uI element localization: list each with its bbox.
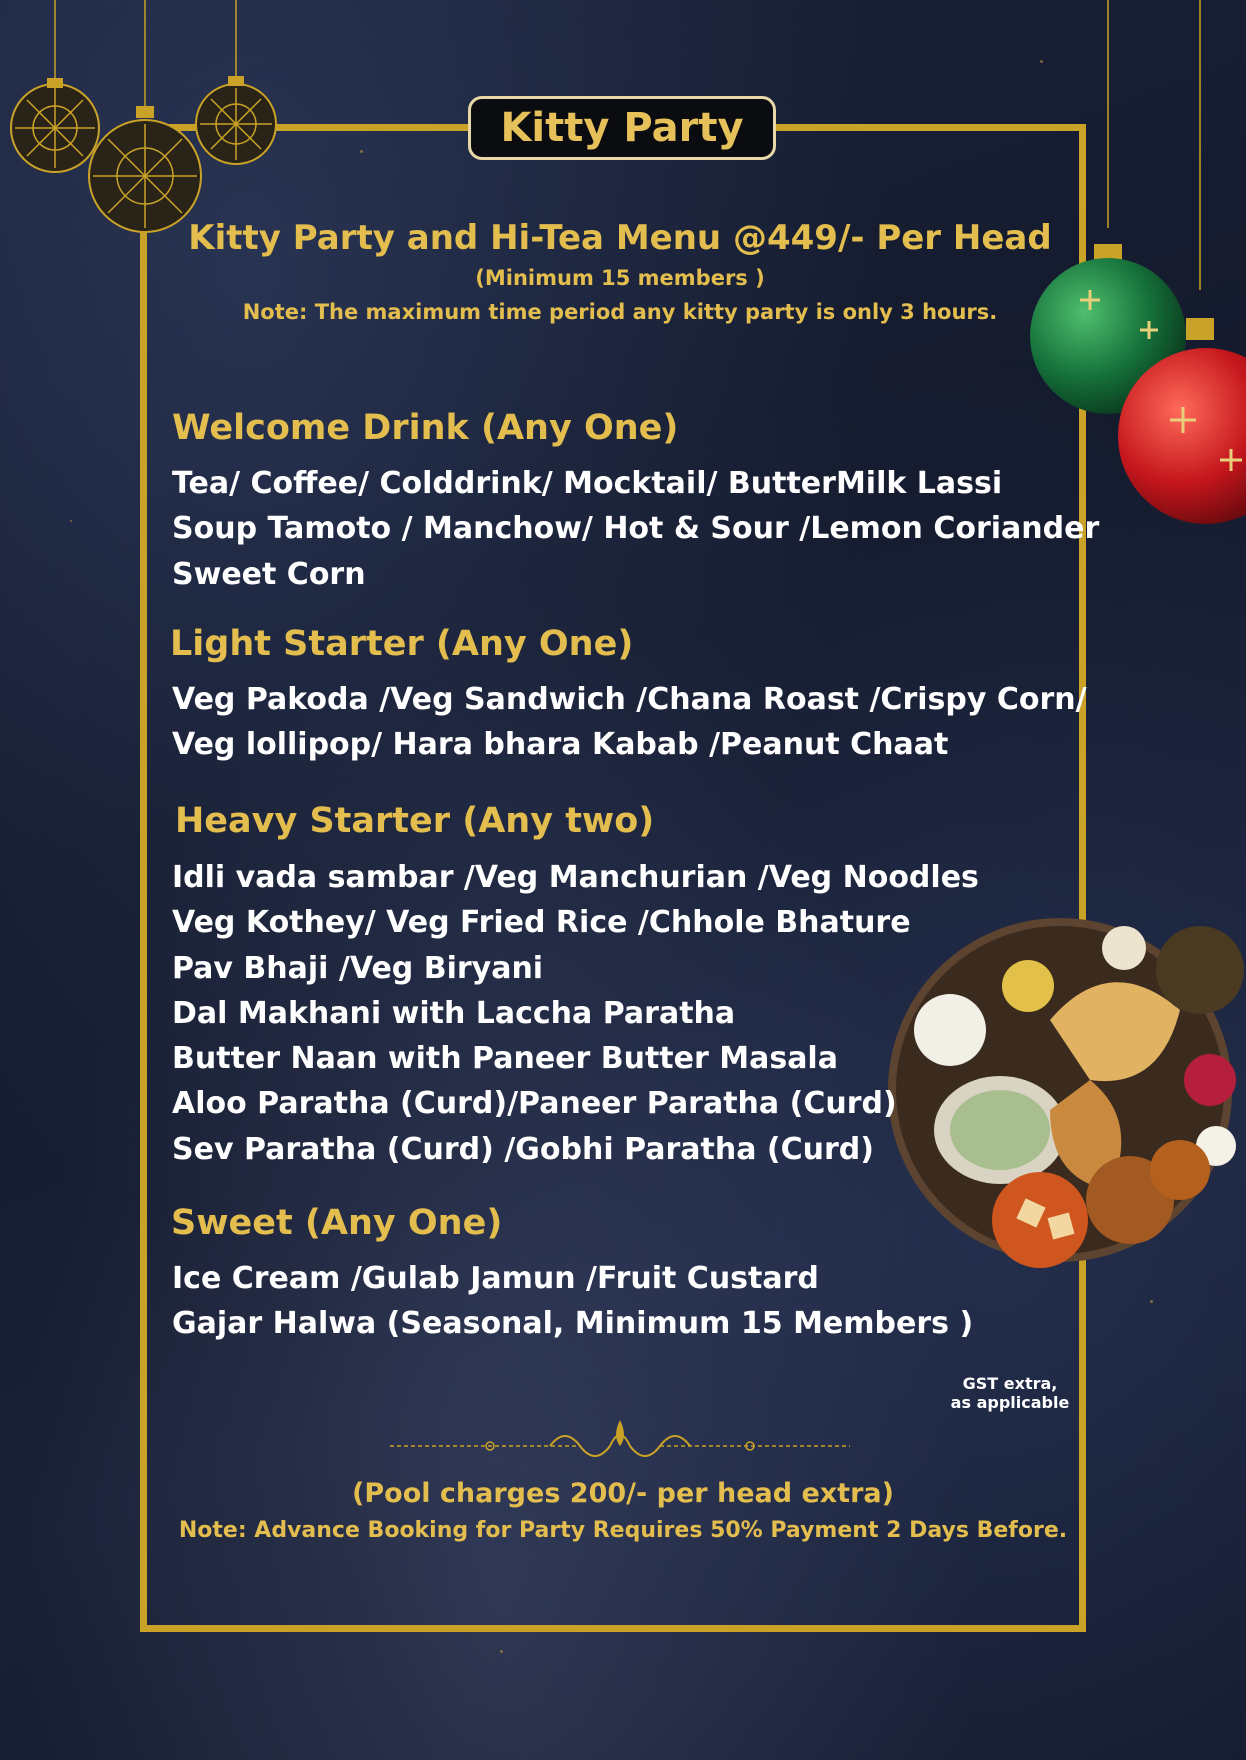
speck <box>1150 1300 1153 1303</box>
list-item: Ice Cream /Gulab Jamun /Fruit Custard <box>172 1261 819 1296</box>
menu-headline: Kitty Party and Hi-Tea Menu @449/- Per Head <box>188 218 1052 258</box>
gst-note <box>940 1374 1080 1412</box>
list-item: Tea/ Coffee/ Colddrink/ Mocktail/ ButterMilk Lassi <box>172 466 1003 501</box>
title-badge <box>468 96 776 160</box>
list-item: Idli vada sambar /Veg Manchurian /Veg Noodles <box>172 860 979 895</box>
page-title: Kitty Party <box>500 105 744 151</box>
section-title-welcome-drink: Welcome Drink (Any One) <box>172 408 679 448</box>
list-item: Dal Makhani with Laccha Paratha <box>172 995 736 1031</box>
ornamental-divider <box>380 1416 860 1464</box>
list-item: Soup Tamoto / Manchow/ Hot & Sour /Lemon Coriander <box>172 511 1100 547</box>
heavy-starter-list <box>172 855 979 1172</box>
section-title-sweet: Sweet (Any One) <box>171 1203 503 1243</box>
minimum-members-note: (Minimum 15 members ) <box>475 266 765 290</box>
advance-booking-note: Note: Advance Booking for Party Requires 50% Payment 2 Days Before. <box>178 1518 1068 1543</box>
gold-ornaments-decoration <box>0 0 300 240</box>
pool-charges-note: (Pool charges 200/- per head extra) <box>352 1478 894 1509</box>
list-item: Sweet Corn <box>172 556 366 592</box>
list-item: Gajar Halwa (Seasonal, Minimum 15 Members ) <box>172 1306 974 1342</box>
list-item: Pav Bhaji /Veg Biryani <box>172 950 544 986</box>
welcome-drink-list <box>172 461 1099 597</box>
list-item: Butter Naan with Paneer Butter Masala <box>172 1041 838 1077</box>
section-title-heavy-starter: Heavy Starter (Any two) <box>175 801 655 841</box>
list-item: Sev Paratha (Curd) /Gobhi Paratha (Curd) <box>172 1131 874 1167</box>
gst-line-2: as applicable <box>950 1393 1070 1412</box>
speck <box>70 520 72 522</box>
speck <box>500 1650 503 1653</box>
list-item: Aloo Paratha (Curd)/Paneer Paratha (Curd) <box>172 1086 897 1122</box>
list-item: Veg lollipop/ Hara bhara Kabab /Peanut Chaat <box>172 727 949 763</box>
section-title-light-starter: Light Starter (Any One) <box>170 624 634 664</box>
sweet-list <box>172 1256 973 1347</box>
gst-line-1: GST extra, <box>962 1374 1058 1393</box>
list-item: Veg Kothey/ Veg Fried Rice /Chhole Bhature <box>172 905 911 941</box>
light-starter-list <box>172 677 1087 768</box>
list-item: Veg Pakoda /Veg Sandwich /Chana Roast /Crispy Corn/ <box>172 682 1087 717</box>
time-limit-note: Note: The maximum time period any kitty party is only 3 hours. <box>242 300 998 324</box>
